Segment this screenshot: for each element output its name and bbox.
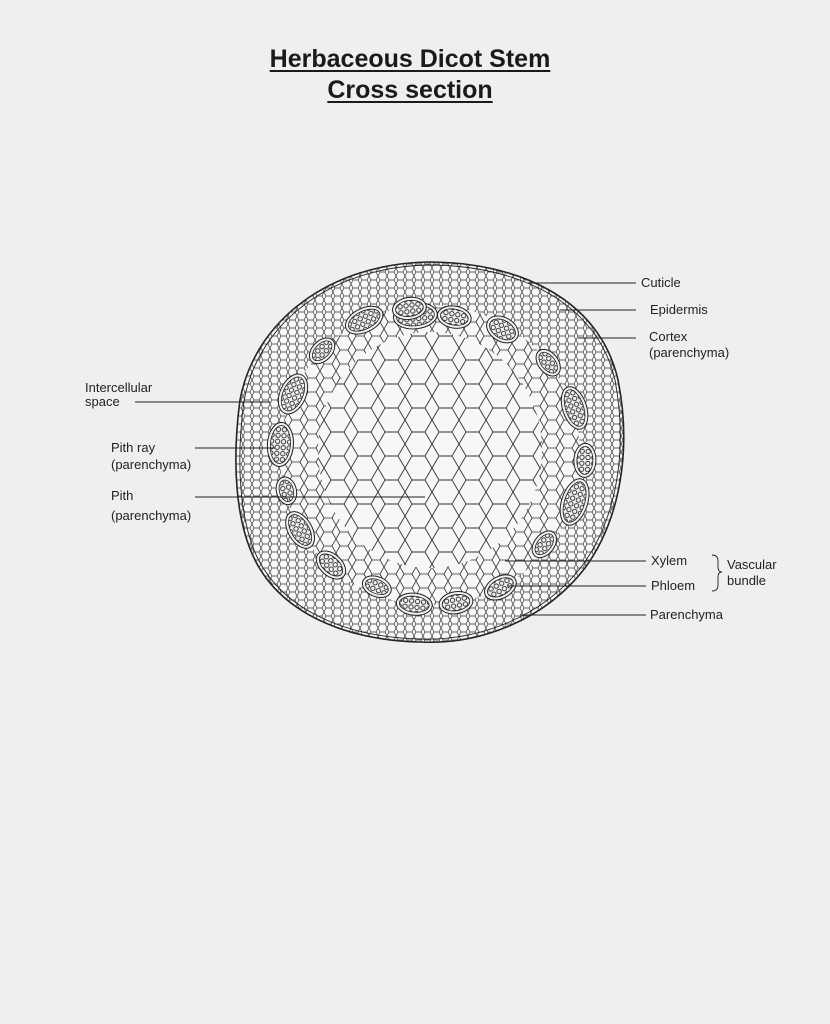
label-epidermis: Epidermis: [650, 302, 708, 317]
label-pith-ray: Pith ray: [111, 440, 156, 455]
title-line-1: Herbaceous Dicot Stem: [269, 45, 551, 73]
vascular-bundle-brace: [712, 555, 722, 591]
title-line-2: Cross section: [327, 76, 493, 104]
label-cortex-sub: (parenchyma): [649, 345, 730, 360]
label-cuticle: Cuticle: [641, 275, 681, 290]
label-pith-ray-sub: (parenchyma): [111, 457, 192, 472]
label-vascular: Vascular: [727, 557, 777, 572]
label-pith-sub: (parenchyma): [111, 508, 192, 523]
label-pith: Pith: [111, 488, 134, 503]
label-parenchyma: Parenchyma: [650, 607, 723, 622]
label-cortex: Cortex: [649, 329, 688, 344]
label-intercellular-sub: space: [85, 394, 120, 409]
label-vascular-sub: bundle: [727, 573, 767, 588]
label-xylem: Xylem: [651, 553, 688, 568]
label-phloem: Phloem: [651, 578, 696, 593]
label-intercellular: Intercellular: [85, 380, 153, 395]
